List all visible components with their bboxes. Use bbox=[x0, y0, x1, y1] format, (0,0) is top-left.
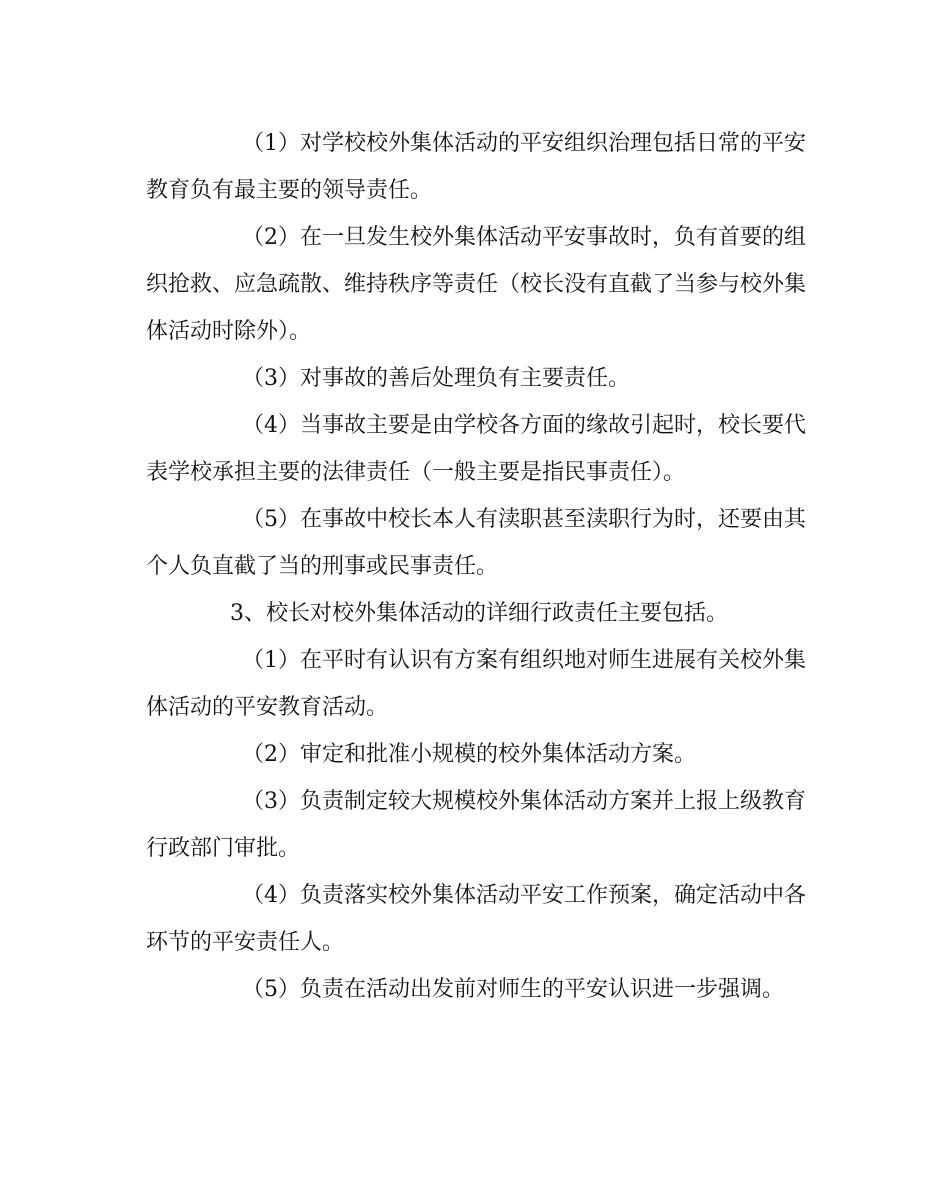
paragraph-line: 织抢救、应急疏散、维持秩序等责任（校长没有直截了当参与校外集 bbox=[146, 272, 807, 297]
paragraph-line: 个人负直截了当的刑事或民事责任。 bbox=[146, 554, 499, 579]
section-heading: 3、校长对校外集体活动的详细行政责任主要包括。 bbox=[230, 601, 728, 626]
document-body bbox=[146, 120, 806, 1013]
paragraph-line: （3）负责制定较大规模校外集体活动方案并上报上级教育 bbox=[242, 789, 806, 814]
paragraph-line: （4）负责落实校外集体活动平安工作预案，确定活动中各 bbox=[242, 883, 806, 908]
paragraph-line: （2）在一旦发生校外集体活动平安事故时，负有首要的组 bbox=[242, 225, 806, 250]
paragraph-line: （1）对学校校外集体活动的平安组织治理包括日常的平安 bbox=[242, 131, 806, 156]
paragraph-line: 体活动的平安教育活动。 bbox=[146, 695, 389, 720]
paragraph-line: （1）在平时有认识有方案有组织地对师生进展有关校外集 bbox=[242, 648, 806, 673]
paragraph-line: 环节的平安责任人。 bbox=[146, 930, 345, 955]
paragraph-line: （4）当事故主要是由学校各方面的缘故引起时，校长要代 bbox=[242, 413, 806, 438]
paragraph-line: 体活动时除外）。 bbox=[146, 319, 312, 344]
paragraph-line: 表学校承担主要的法律责任（一般主要是指民事责任）。 bbox=[146, 460, 686, 485]
paragraph-line: （5）负责在活动出发前对师生的平安认识进一步强调。 bbox=[242, 977, 784, 1002]
paragraph-line: 教育负有最主要的领导责任。 bbox=[146, 178, 433, 203]
paragraph-line: （3）对事故的善后处理负有主要责任。 bbox=[242, 366, 630, 391]
paragraph-line: （2）审定和批准小规模的校外集体活动方案。 bbox=[242, 742, 696, 767]
paragraph-line: 行政部门审批。 bbox=[146, 836, 301, 861]
paragraph-line: （5）在事故中校长本人有渎职甚至渎职行为时，还要由其 bbox=[242, 507, 806, 532]
